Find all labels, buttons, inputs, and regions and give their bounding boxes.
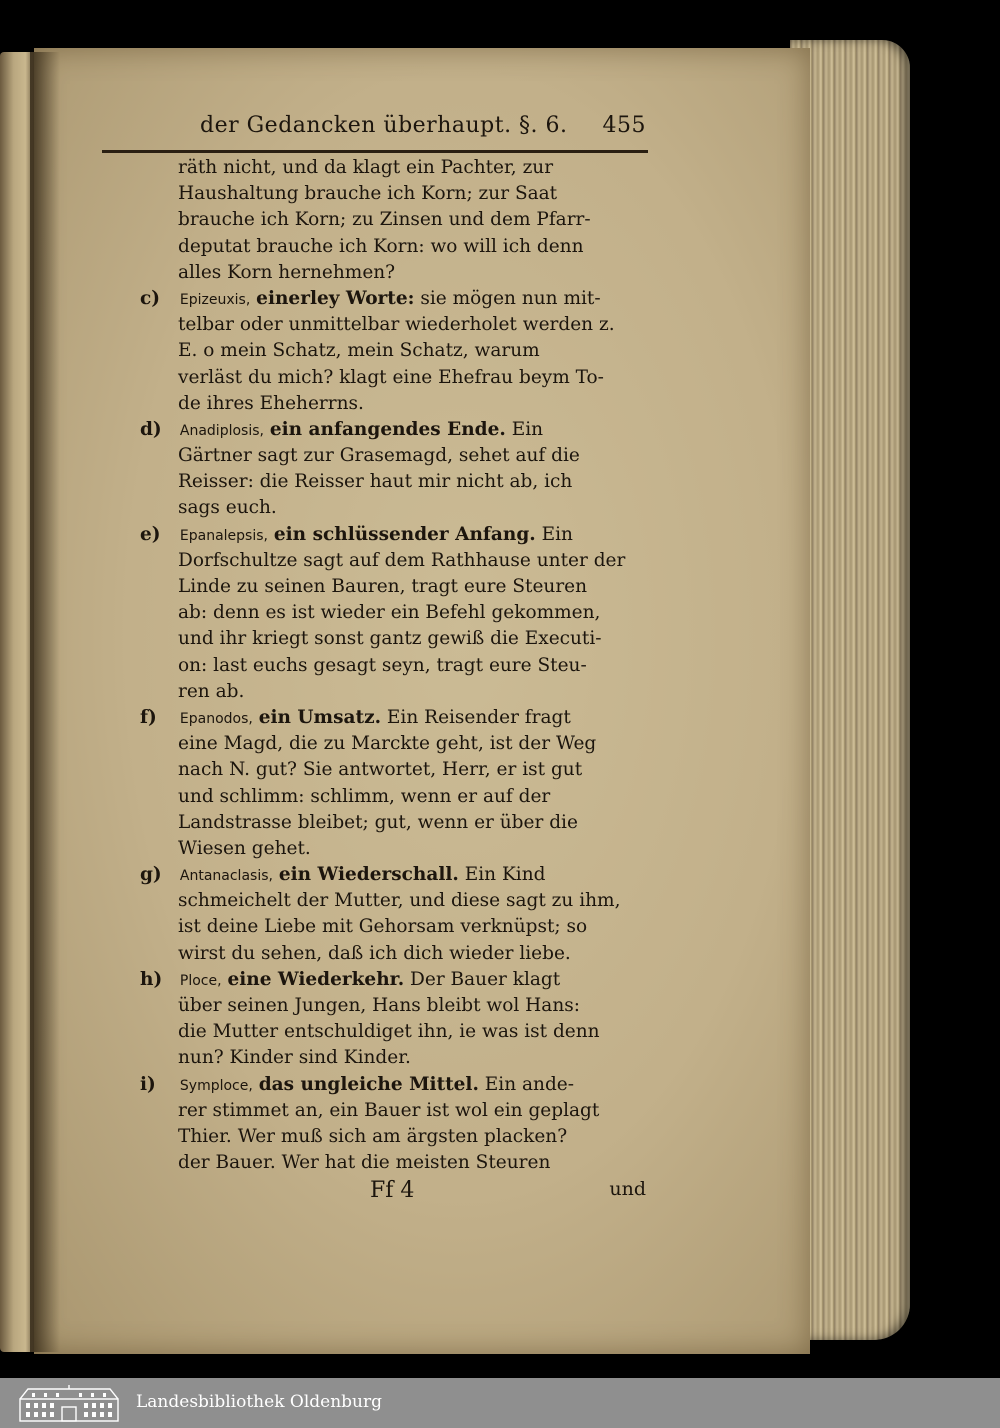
entry-heading (140, 862, 646, 888)
text-line: räth nicht, und da klagt ein Pachter, zur (178, 157, 554, 178)
entry-d (140, 417, 646, 522)
text-line: Thier. Wer muß sich am ärgsten placken? (178, 1125, 568, 1147)
spine-shadow (30, 52, 60, 1352)
text-line: E. o mein Schatz, mein Schatz, warum (178, 340, 540, 362)
text-line: de ihres Eheherrns. (178, 392, 364, 414)
entry-first-rest: Der Bauer klagt (410, 968, 561, 990)
entry-h (140, 967, 646, 1072)
text-line: sags euch. (178, 497, 277, 519)
entry-first-rest: Ein (511, 418, 544, 440)
entry-f (140, 705, 646, 862)
text-line: die Mutter entschuldiget ihn, ie was ist denn (178, 1021, 600, 1043)
entry-mark: e) (140, 523, 161, 545)
text-line: und ihr kriegt sonst gantz gewiß die Executi- (178, 628, 602, 650)
text-line: alles Korn hernehmen? (178, 261, 396, 283)
text-line: ab: denn es ist wieder ein Befehl gekommen, (178, 602, 601, 624)
entry-gloss: ein Umsatz. (258, 706, 382, 728)
entry-mark: f) (140, 706, 157, 728)
text-line: schmeichelt der Mutter, und diese sagt zu ihm, (178, 890, 621, 912)
entry-c (140, 286, 646, 417)
entry-first-rest: Ein Reisender fragt (386, 706, 571, 728)
page-number: 455 (602, 113, 646, 138)
text-line: Haushaltung brauche ich Korn; zur Saat (178, 183, 558, 205)
entry-g (140, 862, 646, 967)
entry-heading (140, 417, 646, 443)
text-line: ren ab. (178, 680, 245, 702)
entry-heading (140, 1072, 646, 1098)
text-line: eine Magd, die zu Marckte geht, ist der Weg (178, 733, 597, 755)
signature-mark: Ff 4 (370, 1178, 415, 1204)
text-line: ist deine Liebe mit Gehorsam verknüpst; so (178, 916, 588, 938)
entry-e (140, 522, 646, 705)
continuation-paragraph (140, 155, 646, 286)
entry-gloss: einerley Worte: (256, 287, 415, 309)
entry-term: Epizeuxis, (179, 291, 251, 308)
text-line: der Bauer. Wer hat die meisten Steuren (178, 1152, 551, 1174)
text-line: telbar oder unmittelbar wiederholet werden z. (178, 314, 615, 336)
entry-gloss: ein schlüssender Anfang. (273, 523, 536, 545)
entry-term: Ploce, (179, 972, 222, 989)
entry-gloss: eine Wiederkehr. (227, 968, 405, 990)
text-line: nach N. gut? Sie antwortet, Herr, er ist gut (178, 759, 583, 781)
entry-mark: g) (140, 864, 162, 886)
entry-mark: c) (140, 287, 161, 309)
text-line: Reisser: die Reisser haut mir nicht ab, ich (178, 471, 573, 493)
text-line: und schlimm: schlimm, wenn er auf der (178, 785, 551, 807)
text-line: Dorfschultze sagt auf dem Rathhause unter der (178, 549, 626, 571)
text-line: nun? Kinder sind Kinder. (178, 1047, 411, 1069)
library-banner (0, 1378, 1000, 1428)
entry-heading (140, 705, 646, 731)
entry-heading (140, 286, 646, 312)
catchword: und (609, 1178, 646, 1201)
entry-mark: i) (140, 1073, 156, 1095)
entry-term: Anadiplosis, (179, 422, 264, 439)
library-name: Landesbibliothek Oldenburg (136, 1392, 383, 1412)
entry-heading (140, 967, 646, 993)
running-head (140, 113, 646, 147)
entry-term: Symploce, (179, 1077, 253, 1094)
text-line: über seinen Jungen, Hans bleibt wol Hans: (178, 995, 580, 1016)
entry-term: Epanodos, (179, 710, 253, 727)
text-line: Wiesen gehet. (178, 837, 311, 859)
entry-first-rest: Ein Kind (464, 864, 546, 886)
text-block (140, 113, 646, 1208)
text-line: verläst du mich? klagt eine Ehefrau beym To- (178, 366, 604, 388)
entry-gloss: ein anfangendes Ende. (269, 418, 506, 440)
running-head-title: der Gedancken überhaupt. §. 6. (200, 113, 568, 138)
left-page-edge (0, 52, 34, 1352)
entry-term: Epanalepsis, (179, 527, 268, 544)
text-line: wirst du sehen, daß ich dich wieder liebe. (178, 942, 571, 964)
text-line: Landstrasse bleibet; gut, wenn er über die (178, 811, 578, 833)
page-footer (140, 1178, 646, 1208)
entry-gloss: ein Wiederschall. (278, 864, 459, 886)
page-body (140, 155, 646, 1176)
text-line: Gärtner sagt zur Grasemagd, sehet auf die (178, 445, 580, 467)
entry-gloss: das ungleiche Mittel. (258, 1073, 479, 1095)
entry-first-rest: Ein ande- (484, 1073, 574, 1095)
entry-heading (140, 522, 646, 548)
text-line: deputat brauche ich Korn: wo will ich denn (178, 235, 584, 257)
text-line: brauche ich Korn; zu Zinsen und dem Pfarr- (178, 209, 591, 231)
text-line: rer stimmet an, ein Bauer ist wol ein geplagt (178, 1099, 600, 1121)
entry-term: Antanaclasis, (179, 868, 273, 885)
entry-mark: h) (140, 968, 163, 990)
entry-first-rest: sie mögen nun mit- (420, 287, 601, 309)
entry-i (140, 1072, 646, 1177)
head-rule (102, 150, 648, 153)
entry-first-rest: Ein (541, 523, 573, 545)
library-building-icon (14, 1385, 124, 1423)
text-line: on: last euchs gesagt seyn, tragt eure Steu- (178, 654, 587, 676)
entry-mark: d) (140, 418, 162, 440)
text-line: Linde zu seinen Bauren, tragt eure Steuren (178, 576, 588, 597)
